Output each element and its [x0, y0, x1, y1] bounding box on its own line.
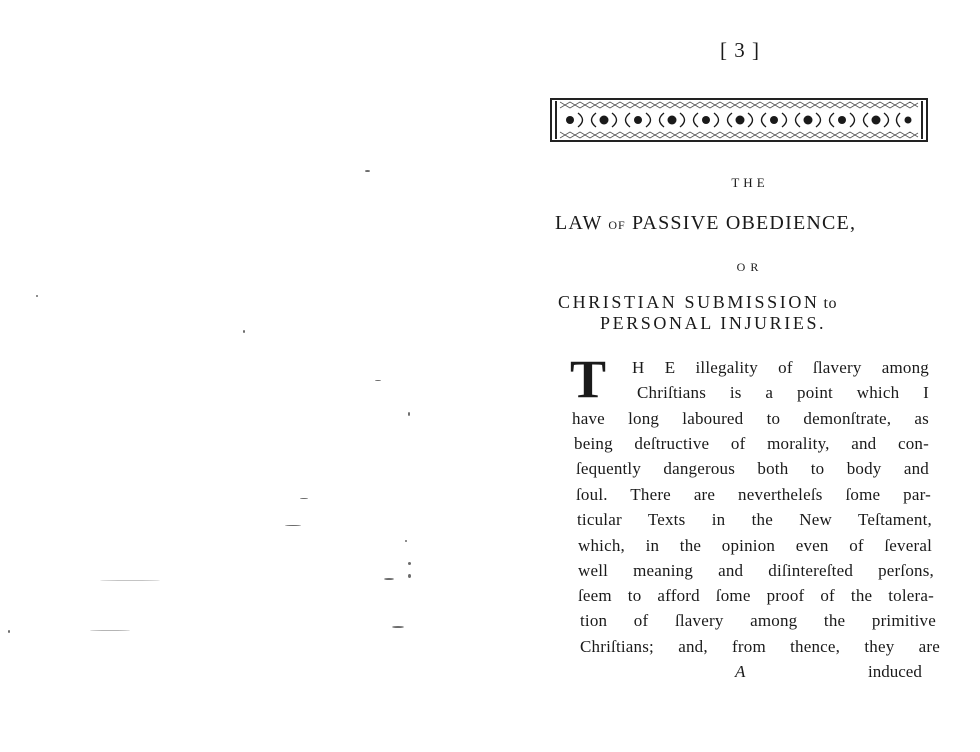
main-title — [555, 212, 856, 235]
body-line: tion of ſlavery among the primitive — [580, 611, 936, 630]
ink-speck — [243, 330, 245, 333]
body-line: have long laboured to demonſtrate, as — [572, 409, 929, 428]
title-passive-obedience: PASSIVE OBEDIENCE, — [631, 212, 857, 234]
body-line: H E illegality of ſlavery among — [632, 358, 929, 377]
subtitle-to: to — [823, 295, 837, 312]
subtitle-line-2: PERSONAL INJURIES. — [600, 313, 827, 333]
body-line: ſoul. There are nevertheleſs ſome par- — [576, 485, 931, 504]
signature-mark: A — [735, 662, 746, 681]
title-of: OF — [608, 218, 626, 232]
subtitle-line-1 — [558, 292, 837, 313]
subtitle-christian-submission: CHRISTIAN SUBMISSION — [558, 292, 820, 312]
ink-speck — [405, 540, 407, 542]
ink-speck — [384, 578, 394, 580]
ink-speck — [90, 630, 130, 631]
title-or: OR — [736, 260, 764, 274]
ink-speck — [365, 170, 370, 172]
body-line: ticular Texts in the New Teſtament, — [577, 510, 932, 529]
body-line: ſequently dangerous both to body and — [576, 459, 929, 478]
title-the: THE — [731, 175, 769, 190]
ink-speck — [375, 380, 381, 381]
body-line: Chriſtians is a point which I — [637, 383, 929, 402]
page-number: [ 3 ] — [720, 38, 760, 62]
ornamental-border-icon — [550, 98, 928, 142]
ink-speck — [300, 498, 308, 499]
ink-speck — [8, 630, 10, 633]
drop-cap: T — [570, 349, 607, 409]
ink-speck — [36, 295, 38, 297]
ink-speck — [408, 574, 411, 578]
ink-speck — [408, 412, 410, 416]
ink-speck — [100, 580, 160, 581]
right-text-page — [520, 0, 980, 752]
ink-speck — [408, 562, 411, 565]
body-line: well meaning and diſintereſted perſons, — [578, 561, 934, 580]
body-line: being deſtructive of morality, and con- — [574, 434, 929, 453]
catchword: induced — [868, 662, 922, 681]
ink-speck — [392, 626, 404, 628]
body-line: which, in the opinion even of ſeveral — [578, 536, 932, 555]
ink-speck — [285, 525, 301, 526]
body-line: Chriſtians; and, from thence, they are — [580, 637, 940, 656]
body-line: ſeem to afford ſome proof of the tolera- — [578, 586, 934, 605]
title-law: LAW — [555, 212, 603, 234]
